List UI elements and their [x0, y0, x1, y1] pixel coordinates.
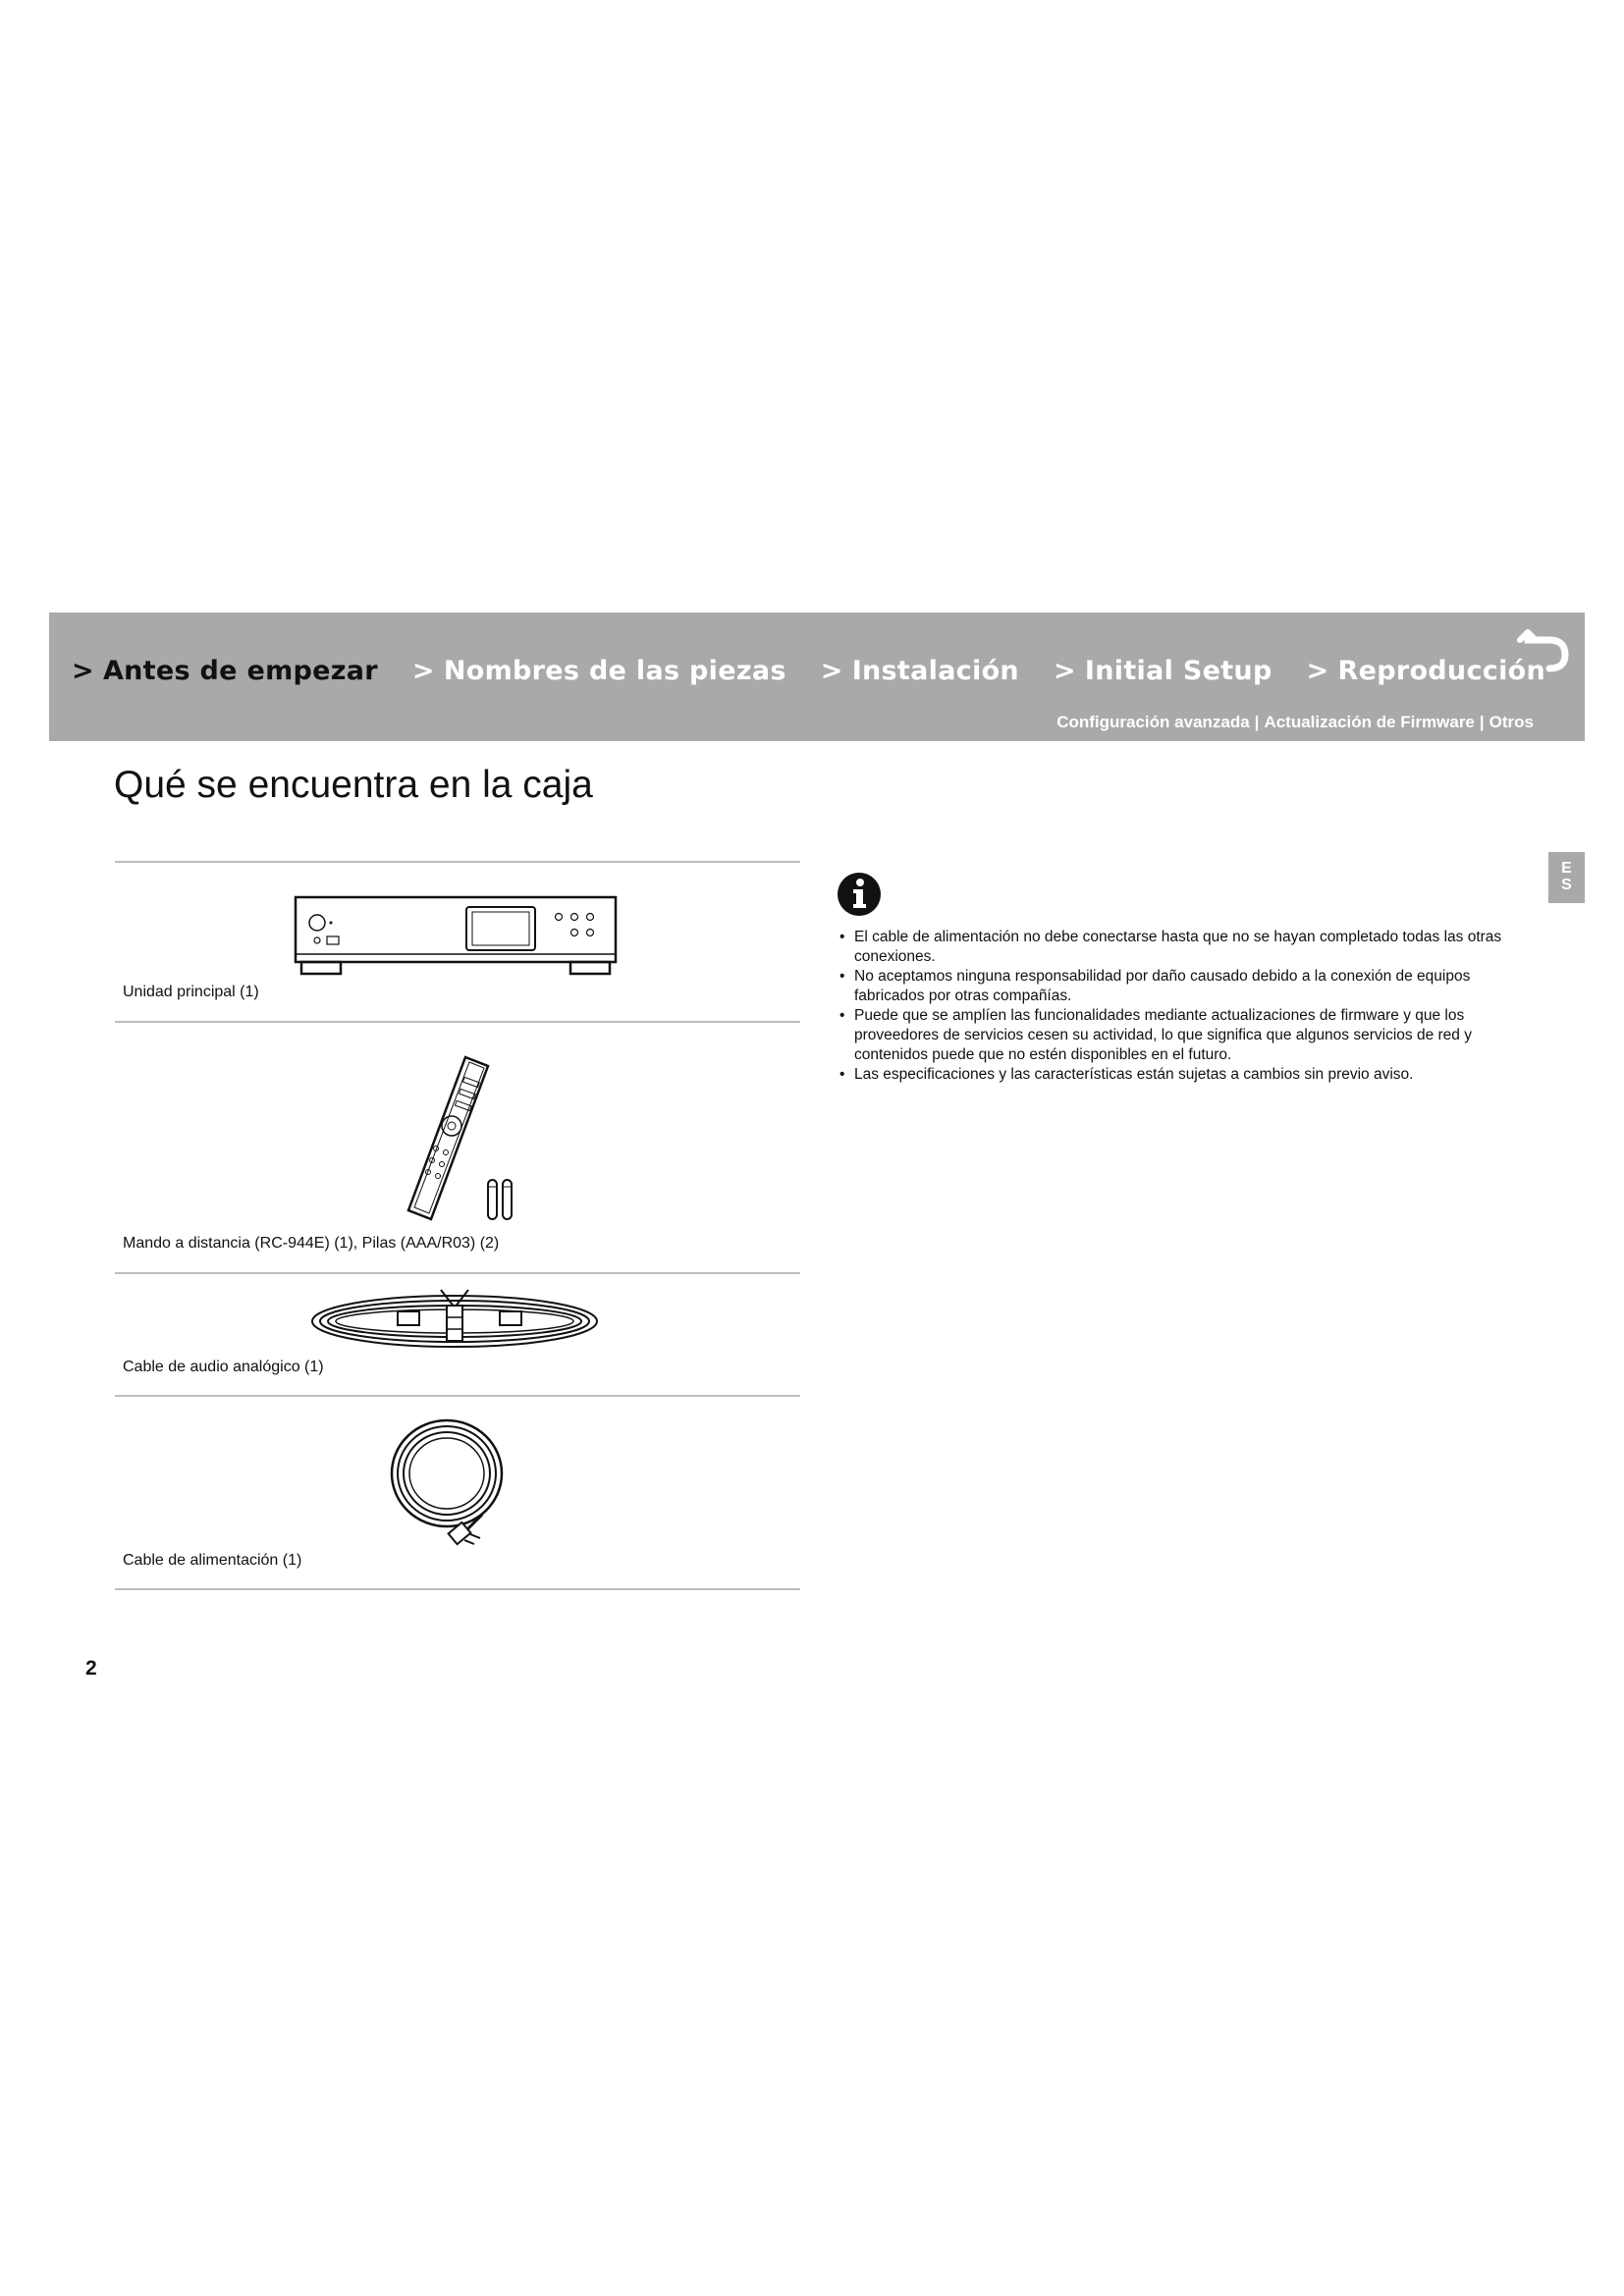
nav-arrow: > [72, 656, 94, 686]
power-cable-illustration [388, 1416, 525, 1549]
nav-arrow: > [411, 656, 435, 686]
notes-list [837, 928, 1524, 1085]
nav-tab-instalacion[interactable] [821, 656, 1019, 686]
item-caption: Cable de audio analógico (1) [123, 1359, 324, 1375]
info-icon [837, 872, 882, 917]
nav-arrow: > [1306, 656, 1329, 686]
nav-tab-antes-de-empezar[interactable] [72, 656, 378, 686]
lang-letter: E [1561, 860, 1572, 877]
nav-tab-label: Antes de empezar [102, 656, 378, 686]
note-item: • Puede que se amplíen las funcionalidades mediante actualizaciones de firmware y que los proveedores de servicios cesen su actividad, lo que significa que algunos servicios de red y contenidos puede que no estén disponibles en el futuro. [837, 1006, 1524, 1065]
list-item [115, 1395, 800, 1590]
sub-links [1056, 713, 1534, 732]
nav-tab-label: Nombres de las piezas [443, 656, 786, 686]
nav-tab-reproduccion[interactable] [1307, 656, 1545, 686]
box-contents-list [115, 861, 800, 1590]
note-item: • Las especificaciones y las características están sujetas a cambios sin previo aviso. [837, 1065, 1524, 1085]
separator: | [1254, 713, 1260, 731]
link-otros[interactable]: Otros [1489, 713, 1534, 731]
list-item [115, 861, 800, 1021]
item-caption: Unidad principal (1) [123, 984, 259, 1000]
page-number: 2 [85, 1657, 97, 1680]
link-configuracion-avanzada[interactable]: Configuración avanzada [1056, 713, 1250, 731]
nav-tab-label: Reproducción [1337, 656, 1545, 686]
link-actualizacion-firmware[interactable]: Actualización de Firmware [1264, 713, 1475, 731]
nav-tab-nombres-de-las-piezas[interactable] [412, 656, 786, 686]
item-caption: Mando a distancia (RC-944E) (1), Pilas (AAA/R03) (2) [123, 1235, 500, 1252]
remote-control-illustration [395, 1052, 522, 1239]
top-navigation-bar [49, 613, 1585, 741]
nav-tab-label: Initial Setup [1084, 656, 1272, 686]
nav-tab-label: Instalación [851, 656, 1019, 686]
main-unit-illustration [294, 895, 618, 978]
list-item [115, 1021, 800, 1272]
nav-arrow: > [1053, 656, 1076, 686]
back-arrow-icon[interactable] [1514, 627, 1573, 676]
nav-tab-initial-setup[interactable] [1054, 656, 1272, 686]
language-tab[interactable] [1548, 852, 1585, 903]
audio-cable-illustration [307, 1284, 602, 1358]
item-caption: Cable de alimentación (1) [123, 1552, 302, 1569]
nav-arrow: > [820, 656, 843, 686]
list-item [115, 1272, 800, 1395]
note-item: • El cable de alimentación no debe conectarse hasta que no se hayan completado todas las otras conexiones. [837, 928, 1524, 967]
nav-tabs [72, 656, 1580, 686]
separator: | [1479, 713, 1485, 731]
lang-letter: S [1561, 877, 1572, 893]
note-item: • No aceptamos ninguna responsabilidad por daño causado debido a la conexión de equipos fabricados por otras compañías. [837, 967, 1524, 1006]
page-title: Qué se encuentra en la caja [114, 764, 593, 806]
